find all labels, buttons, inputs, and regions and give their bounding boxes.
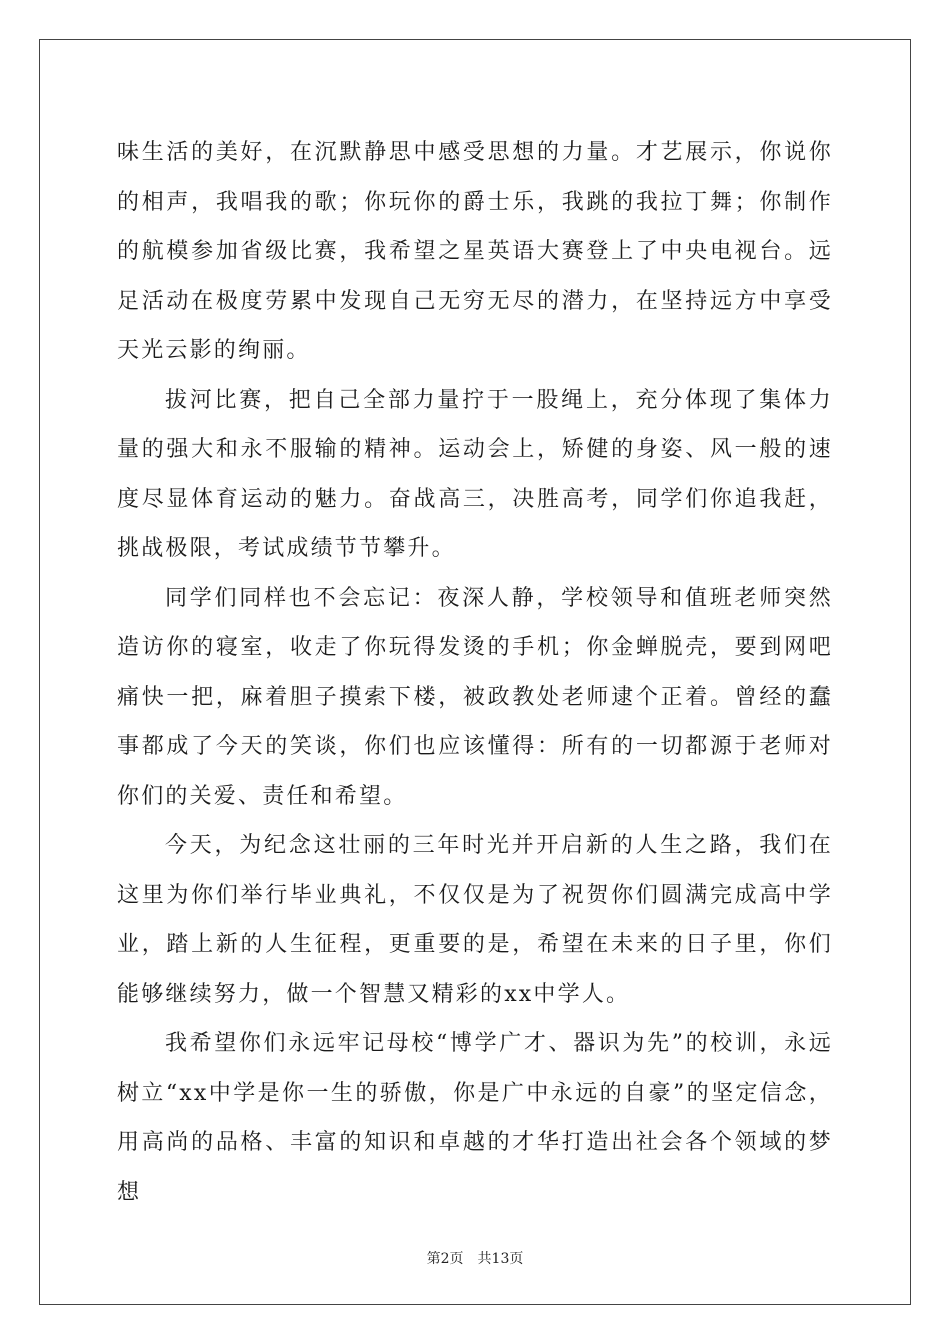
document-body	[117, 128, 833, 1217]
paragraph-school-motto: 我希望你们永远牢记母校“博学广才、器识为先”的校训，永远树立“xx中学是你一生的骄傲，你是广中永远的自豪”的坚定信念，用高尚的品格、丰富的知识和卓越的才华打造出社会各个领域的梦想	[117, 1031, 833, 1205]
page-footer	[0, 1248, 950, 1268]
page-total: 共13页	[477, 1251, 524, 1267]
paragraph-continued: 味生活的美好，在沉默静思中感受思想的力量。才艺展示，你说你的相声，我唱我的歌；你玩你的爵士乐，我跳的我拉丁舞；你制作的航模参加省级比赛，我希望之星英语大赛登上了中央电视台。远足活动在极度劳累中发现自己无穷无尽的潜力，在坚持远方中享受天光云影的绚丽。	[117, 140, 833, 363]
paragraph-tug-of-war: 拔河比赛，把自己全部力量拧于一股绳上，充分体现了集体力量的强大和永不服输的精神。运动会上，矫健的身姿、风一般的速度尽显体育运动的魅力。奋战高三，决胜高考，同学们你追我赶，挑战极限，考试成绩节节攀升。	[117, 387, 833, 561]
page-number: 第2页	[426, 1251, 464, 1267]
paragraph-graduation: 今天，为纪念这壮丽的三年时光并开启新的人生之路，我们在这里为你们举行毕业典礼，不仅仅是为了祝贺你们圆满完成高中学业，踏上新的人生征程，更重要的是，希望在未来的日子里，你们能够继续努力，做一个智慧又精彩的xx中学人。	[117, 833, 833, 1007]
paragraph-memories: 同学们同样也不会忘记：夜深人静，学校领导和值班老师突然造访你的寝室，收走了你玩得发烫的手机；你金蝉脱壳，要到网吧痛快一把，麻着胆子摸索下楼，被政教处老师逮个正着。曾经的蠢事都成了今天的笑谈，你们也应该懂得：所有的一切都源于老师对你们的关爱、责任和希望。	[117, 585, 833, 809]
